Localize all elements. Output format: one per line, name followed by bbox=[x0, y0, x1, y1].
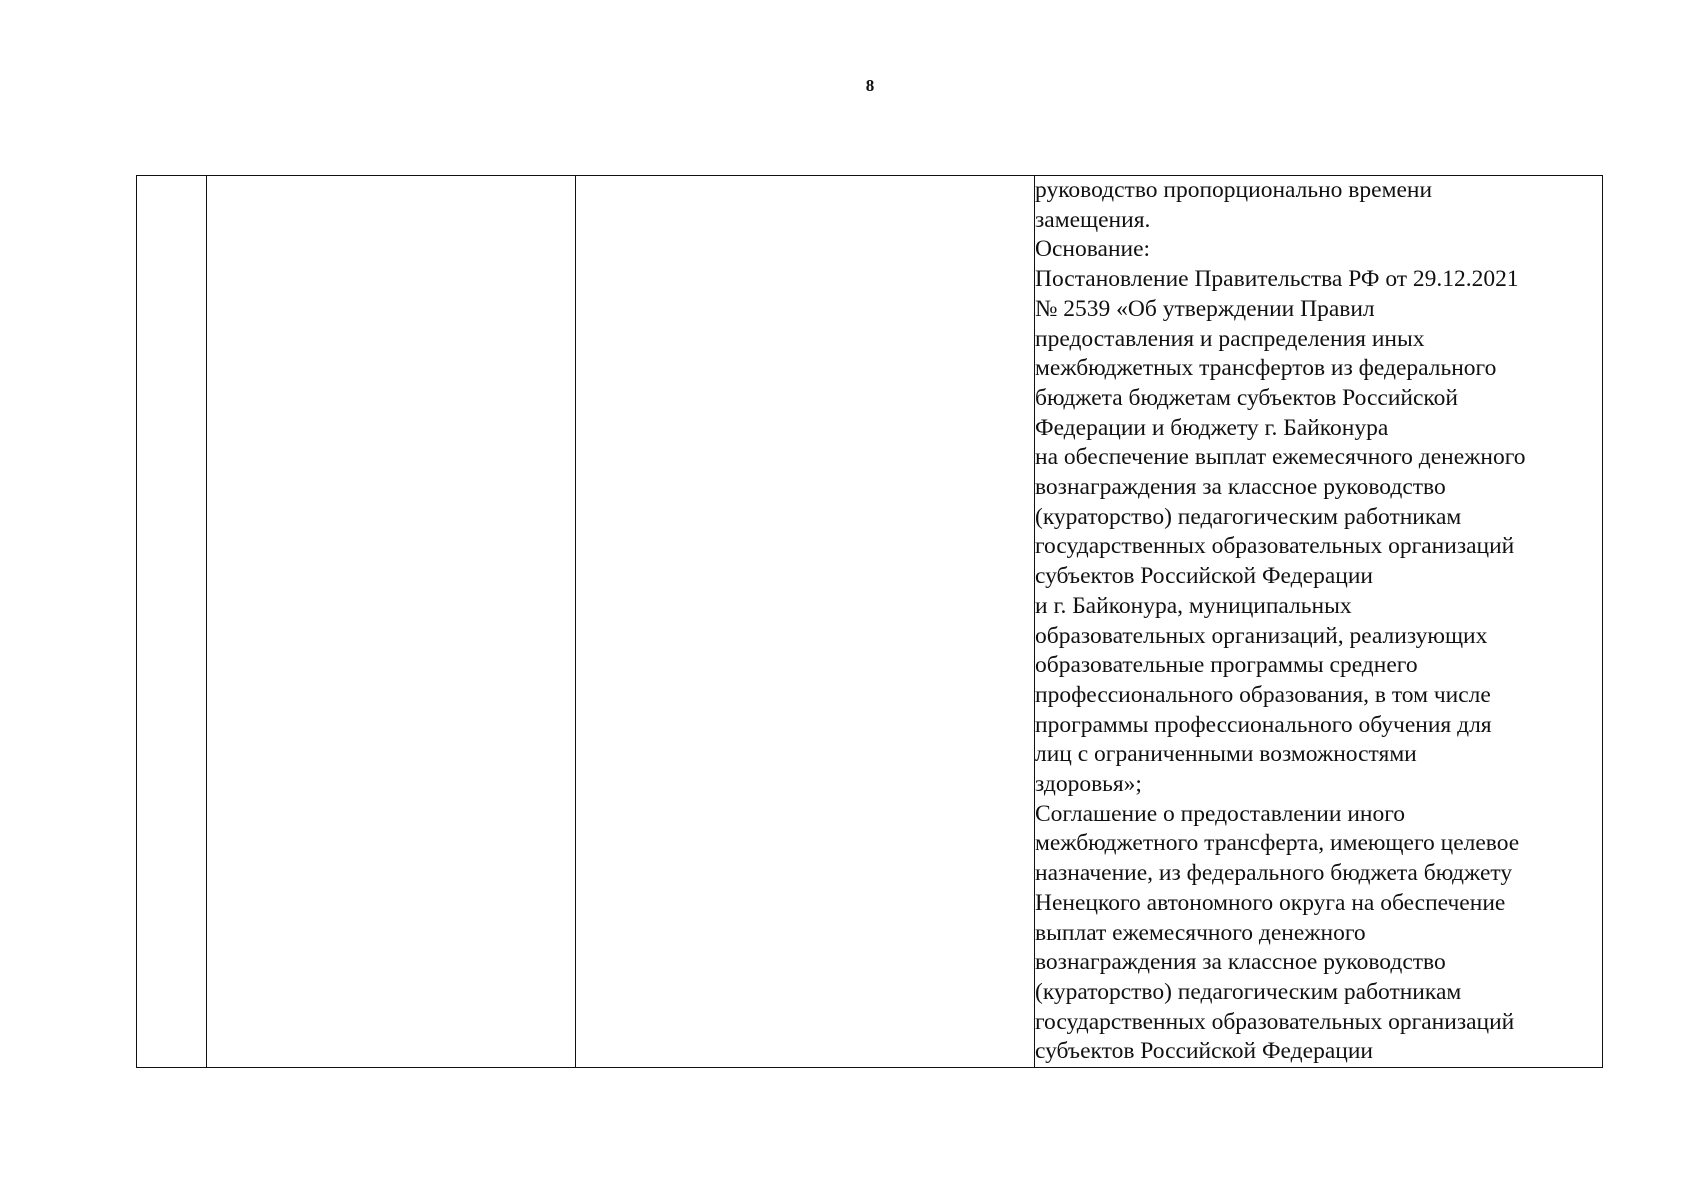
text-line: вознаграждения за классное руководство bbox=[1035, 474, 1446, 501]
text-line: на обеспечение выплат ежемесячного денежного bbox=[1035, 444, 1526, 471]
text-line: назначение, из федерального бюджета бюджету bbox=[1035, 860, 1513, 887]
text-line: субъектов Российской Федерации bbox=[1035, 1038, 1373, 1065]
text-line: предоставления и распределения иных bbox=[1035, 325, 1425, 352]
text-line: образовательных организаций, реализующих bbox=[1035, 622, 1488, 649]
page-number: 8 bbox=[865, 76, 875, 95]
cell-text bbox=[1035, 176, 1602, 1067]
text-line: замещения. bbox=[1035, 206, 1151, 233]
table-cell-number bbox=[137, 176, 207, 1068]
text-line: государственных образовательных организаций bbox=[1035, 533, 1515, 560]
text-line: профессионального образования, в том числе bbox=[1035, 681, 1491, 708]
document-table bbox=[136, 175, 1603, 1068]
text-line: Постановление Правительства РФ от 29.12.2021 bbox=[1035, 266, 1519, 293]
text-line: межбюджетного трансферта, имеющего целевое bbox=[1035, 830, 1520, 857]
text-line: выплат ежемесячного денежного bbox=[1035, 919, 1366, 946]
text-line: программы профессионального обучения для bbox=[1035, 711, 1492, 738]
text-line: здоровья»; bbox=[1035, 771, 1142, 798]
text-line: Ненецкого автономного округа на обеспечение bbox=[1035, 889, 1506, 916]
text-line: государственных образовательных организаций bbox=[1035, 1008, 1515, 1035]
table-cell-description bbox=[1035, 176, 1603, 1068]
table-cell-empty-2 bbox=[207, 176, 576, 1068]
text-line: вознаграждения за классное руководство bbox=[1035, 949, 1446, 976]
text-line: Основание: bbox=[1035, 236, 1151, 263]
table-row bbox=[137, 176, 1603, 1068]
text-line: и г. Байконура, муниципальных bbox=[1035, 592, 1352, 619]
text-line: лиц с ограниченными возможностями bbox=[1035, 741, 1417, 768]
text-line: Соглашение о предоставлении иного bbox=[1035, 800, 1406, 827]
text-line: № 2539 «Об утверждении Правил bbox=[1035, 295, 1375, 322]
text-line: руководство пропорционально времени bbox=[1035, 177, 1433, 203]
text-line: Федерации и бюджету г. Байконура bbox=[1035, 414, 1389, 441]
text-line: (кураторство) педагогическим работникам bbox=[1035, 978, 1462, 1005]
table-cell-empty-3 bbox=[576, 176, 1035, 1068]
text-line: субъектов Российской Федерации bbox=[1035, 563, 1373, 590]
text-line: межбюджетных трансфертов из федерального bbox=[1035, 355, 1497, 382]
text-line: бюджета бюджетам субъектов Российской bbox=[1035, 384, 1458, 411]
text-line: (кураторство) педагогическим работникам bbox=[1035, 503, 1462, 530]
text-line: образовательные программы среднего bbox=[1035, 652, 1418, 679]
